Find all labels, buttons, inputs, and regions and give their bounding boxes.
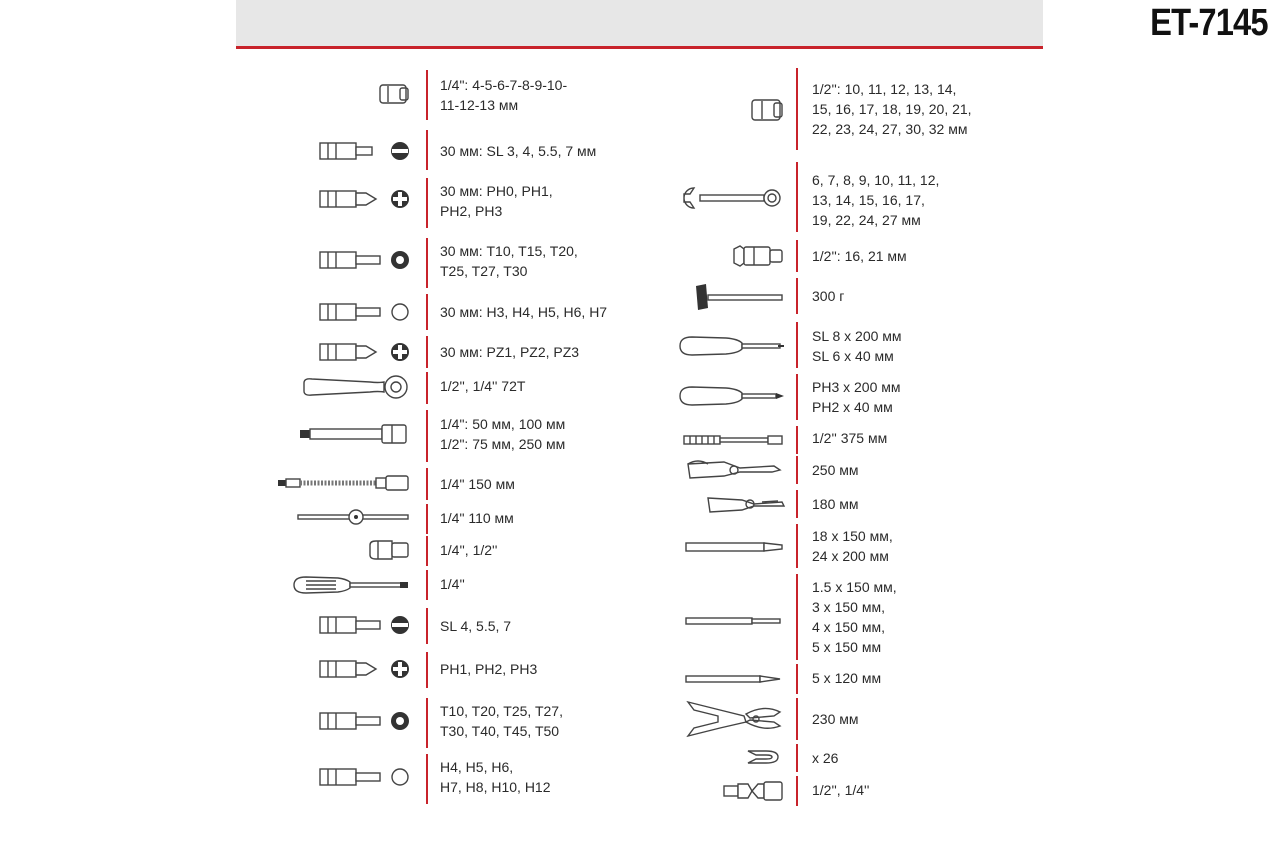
item-text: 1/4" 150 мм bbox=[440, 476, 515, 492]
item-text: 1/4'', 1/2'' bbox=[440, 542, 498, 558]
item-text: 18 x 150 мм, 24 x 200 мм bbox=[812, 528, 893, 564]
item-text: SL 8 x 200 мм SL 6 x 40 мм bbox=[812, 328, 902, 364]
item-text: PH3 x 200 мм PH2 x 40 мм bbox=[812, 379, 901, 415]
item-text: 1/4'' bbox=[440, 576, 465, 592]
item-text: SL 4, 5.5, 7 bbox=[440, 618, 512, 634]
divider bbox=[796, 490, 798, 518]
divider bbox=[796, 278, 798, 314]
item-text: 230 мм bbox=[812, 711, 859, 727]
header-band bbox=[236, 0, 1043, 46]
divider bbox=[426, 652, 428, 688]
divider bbox=[426, 536, 428, 566]
item-text: 180 мм bbox=[812, 496, 859, 512]
water-pump-pliers-icon bbox=[684, 456, 786, 489]
item-text: 1/2'' 375 мм bbox=[812, 430, 888, 446]
pin-punch-icon bbox=[684, 614, 786, 633]
divider bbox=[426, 468, 428, 500]
torx-bit-icon bbox=[318, 708, 414, 739]
hex-bit-icon bbox=[318, 764, 414, 795]
phillips-screwdriver-icon bbox=[676, 384, 786, 413]
divider bbox=[426, 294, 428, 330]
center-punch-icon bbox=[684, 672, 786, 691]
clip-icon bbox=[746, 746, 786, 773]
hammer-icon bbox=[690, 282, 786, 317]
divider bbox=[426, 178, 428, 228]
socket-icon bbox=[750, 96, 786, 129]
divider bbox=[796, 240, 798, 272]
divider bbox=[426, 130, 428, 170]
divider bbox=[426, 238, 428, 288]
item-text: 30 мм: SL 3, 4, 5.5, 7 мм bbox=[440, 143, 597, 159]
item-text: T10, T20, T25, T27, T30, T40, T45, T50 bbox=[440, 703, 563, 739]
socket-icon bbox=[378, 80, 412, 113]
divider bbox=[796, 374, 798, 420]
divider bbox=[796, 162, 798, 232]
item-text: 6, 7, 8, 9, 10, 11, 12, 13, 14, 15, 16, 17, 19, 22, 24, 27 мм bbox=[812, 172, 940, 228]
divider bbox=[796, 68, 798, 150]
chisel-icon bbox=[684, 540, 786, 559]
item-text: 1/2'', 1/4'' 72T bbox=[440, 378, 526, 394]
item-text: 5 x 120 мм bbox=[812, 670, 882, 686]
divider bbox=[426, 372, 428, 404]
item-text: 1/4" 110 мм bbox=[440, 510, 514, 526]
item-text: PH1, PH2, PH3 bbox=[440, 661, 538, 677]
divider bbox=[426, 410, 428, 462]
bolt-cutter-icon bbox=[684, 698, 786, 745]
torx-bit-icon bbox=[318, 247, 414, 278]
phillips-bit-icon bbox=[318, 656, 414, 687]
header-accent-line bbox=[236, 46, 1043, 49]
item-text: 1/2'', 1/4'' bbox=[812, 782, 870, 798]
divider bbox=[796, 426, 798, 454]
divider bbox=[796, 776, 798, 806]
slotted-bit-icon bbox=[318, 138, 414, 169]
item-text: 1/4": 50 мм, 100 мм 1/2": 75 мм, 250 мм bbox=[440, 416, 566, 452]
item-text: 30 мм: PH0, PH1, PH2, PH3 bbox=[440, 183, 553, 219]
item-text: H4, H5, H6, H7, H8, H10, H12 bbox=[440, 759, 551, 795]
divider bbox=[796, 456, 798, 484]
divider bbox=[796, 744, 798, 772]
divider bbox=[796, 524, 798, 568]
item-text: 30 мм: T10, T15, T20, T25, T27, T30 bbox=[440, 243, 578, 279]
slotted-bit-icon bbox=[318, 612, 414, 643]
item-text: 300 г bbox=[812, 288, 845, 304]
item-text: 1/2'': 10, 11, 12, 13, 14, 15, 16, 17, 18, 19, 20, 21, 22, 23, 24, 27, 30, 32 мм bbox=[812, 81, 972, 137]
bit-driver-icon bbox=[290, 574, 412, 601]
divider bbox=[426, 754, 428, 804]
divider bbox=[426, 504, 428, 534]
divider bbox=[426, 570, 428, 600]
spark-plug-socket-icon bbox=[730, 243, 786, 274]
item-text: 30 мм: PZ1, PZ2, PZ3 bbox=[440, 344, 580, 360]
item-text: 30 мм: H3, H4, H5, H6, H7 bbox=[440, 304, 608, 320]
ratchet-icon bbox=[300, 373, 412, 406]
combination-wrench-icon bbox=[676, 184, 786, 217]
model-number: ET-7145 bbox=[1150, 2, 1268, 44]
divider bbox=[426, 608, 428, 644]
divider bbox=[796, 322, 798, 368]
divider bbox=[426, 336, 428, 368]
phillips-bit-icon bbox=[318, 186, 414, 217]
combination-pliers-icon bbox=[706, 492, 786, 521]
extension-bar-icon bbox=[296, 421, 412, 452]
slotted-screwdriver-icon bbox=[676, 334, 786, 363]
t-handle-icon bbox=[296, 507, 412, 532]
item-text: 250 мм bbox=[812, 462, 859, 478]
divider bbox=[426, 698, 428, 748]
divider bbox=[796, 698, 798, 740]
item-text: 1.5 x 150 мм, 3 x 150 мм, 4 x 150 мм, 5 x 150 мм bbox=[812, 579, 897, 655]
item-text: 1/4": 4-5-6-7-8-9-10- 11-12-13 мм bbox=[440, 77, 568, 113]
divider bbox=[426, 70, 428, 120]
pozidriv-bit-icon bbox=[318, 339, 414, 370]
flexible-extension-icon bbox=[276, 473, 412, 498]
hex-bit-icon bbox=[318, 299, 414, 330]
adapter-icon bbox=[366, 537, 414, 568]
long-extension-icon bbox=[682, 432, 786, 453]
item-text: 1/2'': 16, 21 мм bbox=[812, 248, 907, 264]
universal-joint-icon bbox=[722, 778, 786, 809]
divider bbox=[796, 664, 798, 694]
item-text: x 26 bbox=[812, 750, 839, 766]
divider bbox=[796, 574, 798, 660]
